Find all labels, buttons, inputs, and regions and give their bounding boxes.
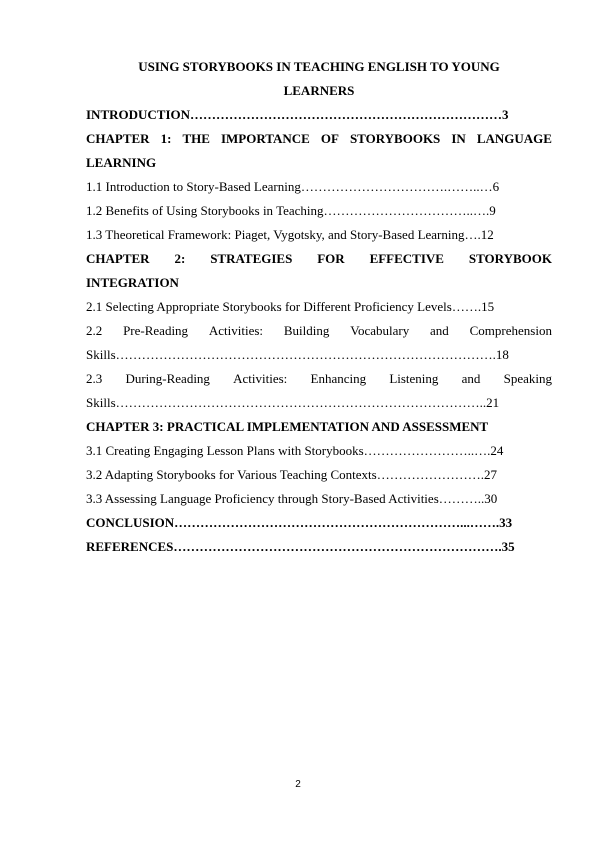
toc-word: STORYBOOK [468, 251, 552, 266]
toc-word: Building [283, 323, 330, 338]
toc-references: REFERENCES………………………………………………………………….35 [86, 539, 515, 554]
toc-chapter-2 [86, 247, 552, 271]
toc-chapter-2-continued: INTEGRATION [86, 275, 179, 290]
toc-chapter-1-continued: LEARNING [86, 155, 157, 170]
toc-word: 2.2 [86, 323, 103, 338]
toc-word: and [461, 371, 481, 386]
document-title-line-1: USING STORYBOOKS IN TEACHING ENGLISH TO YOUNG [138, 59, 500, 74]
toc-section-1-2: 1.2 Benefits of Using Storybooks in Teaching……………………………..….9 [86, 203, 496, 218]
toc-conclusion: CONCLUSION…………………………………………………………...…….33 [86, 515, 513, 530]
toc-introduction: INTRODUCTION………………………………………………………………3 [86, 107, 509, 122]
toc-section-3-2: 3.2 Adapting Storybooks for Various Teaching Contexts…………………….27 [86, 467, 497, 482]
toc-word: EFFECTIVE [369, 251, 444, 266]
toc-word: 1: [160, 131, 172, 146]
toc-word: Comprehension [469, 323, 552, 338]
toc-section-2-2-continued: Skills…………………………………………………………………………….18 [86, 347, 509, 362]
toc-word: OF [320, 131, 339, 146]
toc-word: IN [451, 131, 466, 146]
toc-word: STRATEGIES [210, 251, 293, 266]
toc-word: THE [182, 131, 210, 146]
toc-section-3-3: 3.3 Assessing Language Proficiency through Story-Based Activities………..30 [86, 491, 498, 506]
toc-section-2-2 [86, 319, 552, 343]
toc-chapter-3: CHAPTER 3: PRACTICAL IMPLEMENTATION AND ASSESSMENT [86, 419, 489, 434]
toc-word: Speaking [503, 371, 552, 386]
toc-section-1-3: 1.3 Theoretical Framework: Piaget, Vygotsky, and Story-Based Learning….12 [86, 227, 494, 242]
toc-word: During-Reading [125, 371, 210, 386]
toc-word: IMPORTANCE [220, 131, 310, 146]
toc-word: and [430, 323, 449, 338]
page-number: 2 [295, 779, 301, 790]
toc-word: Activities: [233, 371, 288, 386]
toc-word: STORYBOOKS [349, 131, 441, 146]
toc-section-3-1: 3.1 Creating Engaging Lesson Plans with Storybooks……………………..….24 [86, 443, 504, 458]
toc-word: Listening [389, 371, 439, 386]
toc-word: Vocabulary [350, 323, 410, 338]
toc-word: LANGUAGE [476, 131, 552, 146]
toc-word: CHAPTER [86, 131, 150, 146]
toc-section-2-3 [86, 367, 552, 391]
toc-word: 2.3 [86, 371, 103, 386]
toc-section-1-1: 1.1 Introduction to Story-Based Learning…………………………….……..…6 [86, 179, 500, 194]
toc-section-2-1: 2.1 Selecting Appropriate Storybooks for Different Proficiency Levels…….15 [86, 299, 495, 314]
toc-word: Enhancing [310, 371, 367, 386]
document-title-line-2: LEARNERS [283, 83, 355, 98]
toc-word: Activities: [208, 323, 264, 338]
table-of-contents [86, 55, 552, 559]
toc-word: FOR [317, 251, 345, 266]
toc-word: CHAPTER [86, 251, 150, 266]
toc-word: Pre-Reading [123, 323, 189, 338]
toc-chapter-1 [86, 127, 552, 151]
toc-word: 2: [174, 251, 186, 266]
toc-section-2-3-continued: Skills…………………………………………………………………………..21 [86, 395, 500, 410]
